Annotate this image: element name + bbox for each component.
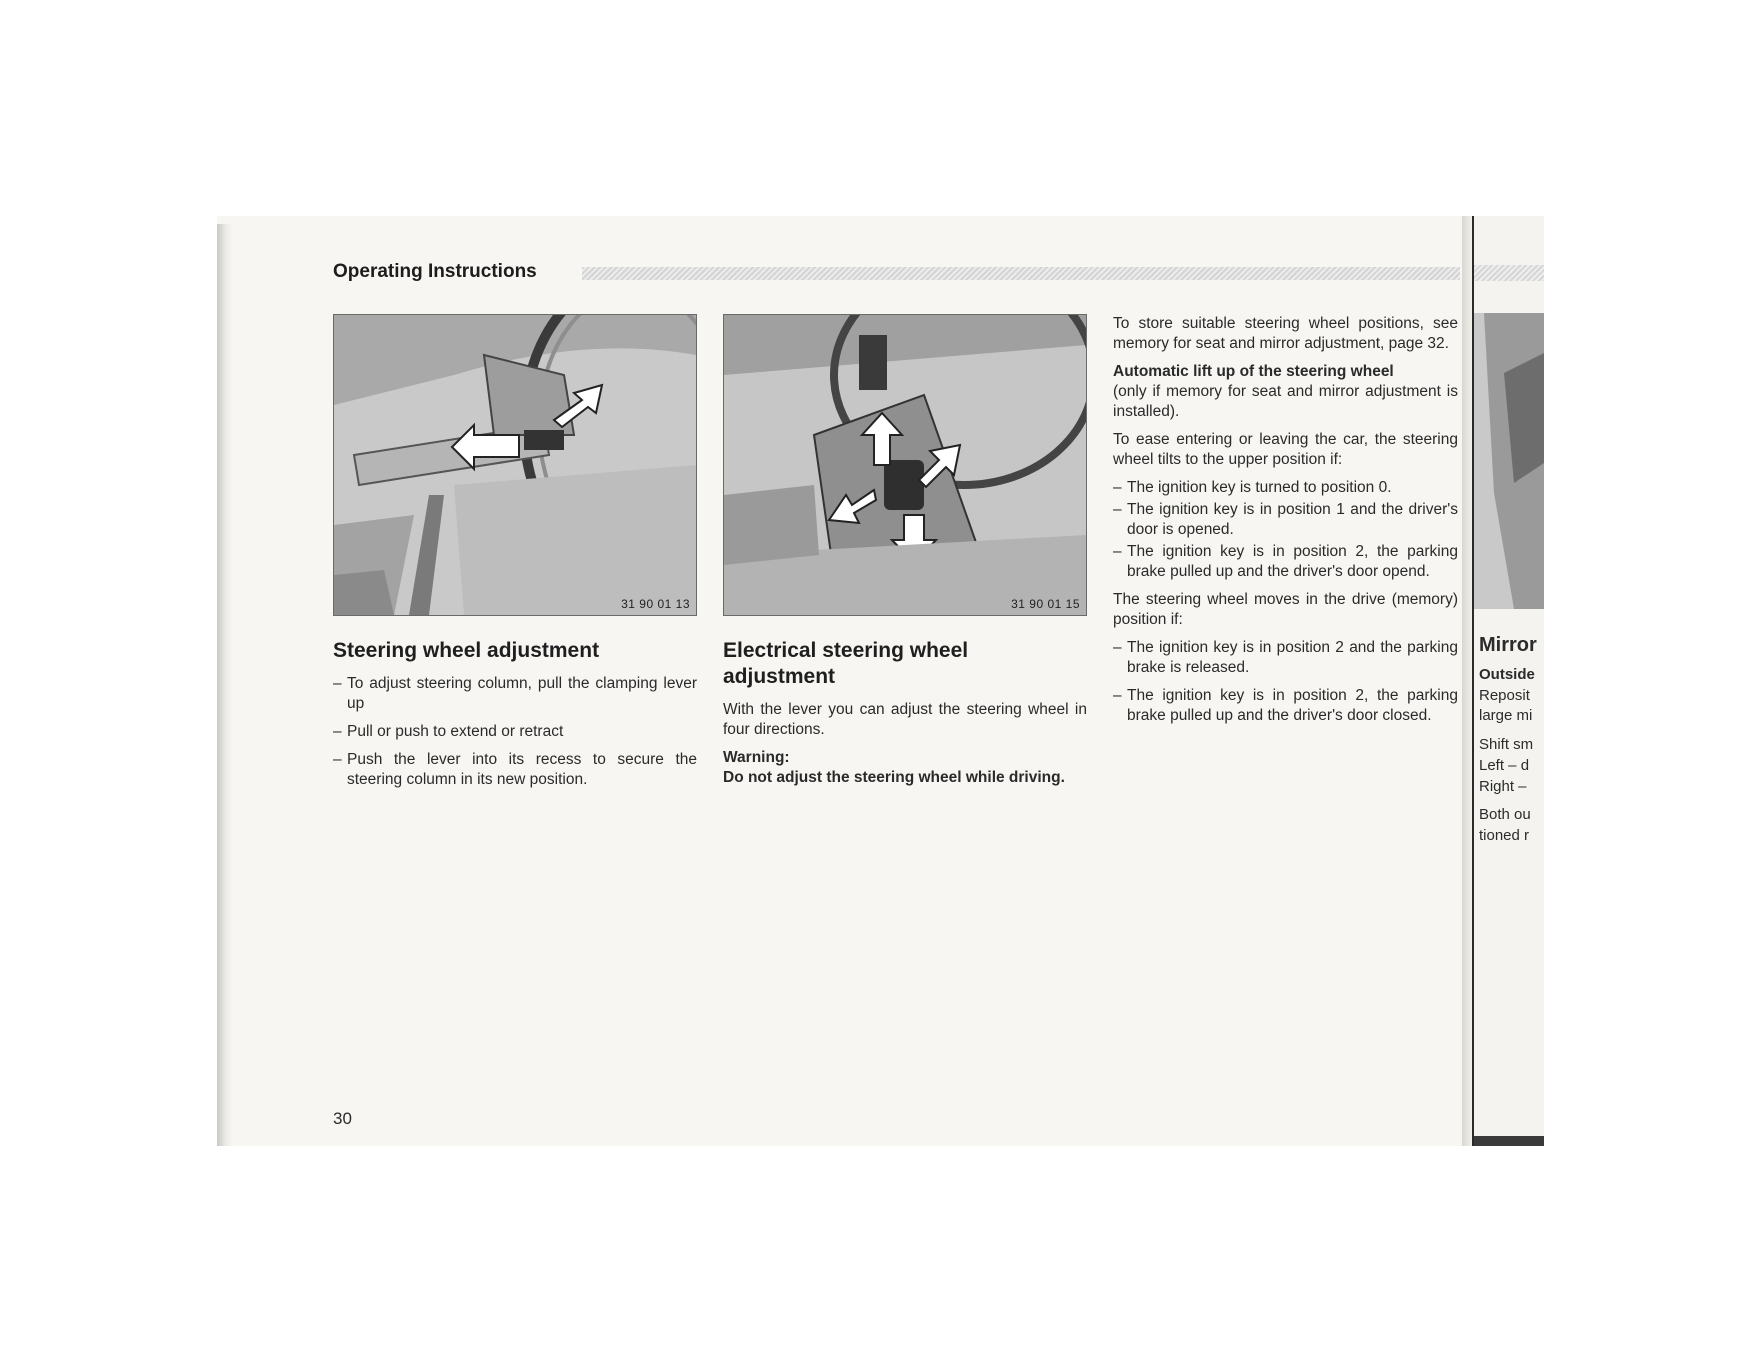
steering-column-illustration [334, 315, 696, 615]
memory-reference: To store suitable steering wheel positions, see memory for seat and mirror adjustment, page 32. [1113, 315, 1458, 352]
next-subheading: Outside [1479, 666, 1535, 683]
book-spine [217, 224, 233, 1146]
figure-code: 31 90 01 15 [1011, 597, 1080, 611]
heading-steering-adjustment: Steering wheel adjustment [333, 639, 600, 662]
list-item: – The ignition key is in position 2, the parking brake pulled up and the driver's door closed. [1113, 687, 1458, 724]
list-item: – The ignition key is in position 1 and the driver's door is opened. [1113, 501, 1458, 538]
list-item: – The ignition key is in position 2 and the parking brake is released. [1113, 639, 1458, 676]
electrical-lever-illustration [724, 315, 1086, 615]
mirror-figure [1474, 313, 1544, 609]
page-bottom-edge [1474, 1136, 1544, 1146]
figure-code: 31 90 01 13 [621, 597, 690, 611]
next-page-fragment [1472, 216, 1544, 1146]
next-line: Both ou [1479, 806, 1531, 823]
header-rule [1474, 265, 1544, 281]
heading-electrical-adjustment: Electrical steering wheel adjustment [723, 639, 969, 688]
list-item: – Push the lever into its recess to secure the steering column in its new position. [333, 751, 697, 788]
list-item: – To adjust steering column, pull the clamping lever up [333, 675, 697, 712]
warning-text: Do not adjust the steering wheel while driving. [723, 769, 1065, 786]
next-heading: Mirror [1479, 634, 1537, 656]
heading-note: (only if memory for seat and mirror adjustment is installed). [1113, 383, 1458, 420]
list-item: – The ignition key is turned to position 0. [1113, 479, 1392, 496]
column-automatic-lift [1113, 314, 1458, 734]
warning-label: Warning: [723, 749, 790, 766]
column-steering-adjustment [333, 638, 697, 798]
next-line: tioned r [1479, 827, 1530, 844]
list-item: – Pull or push to extend or retract [333, 723, 564, 740]
next-line: Shift sm [1479, 736, 1534, 753]
column-electrical-adjustment [723, 638, 1087, 788]
moves-intro: The steering wheel moves in the drive (memory) position if: [1113, 591, 1458, 628]
list-item: – The ignition key is in position 2, the parking brake pulled up and the driver's door opend. [1113, 543, 1458, 580]
page-number: 30 [333, 1109, 352, 1128]
heading-automatic-lift: Automatic lift up of the steering wheel [1113, 363, 1394, 380]
next-page-edge [1462, 216, 1472, 1146]
next-line: Left – d [1479, 757, 1530, 774]
mirror-illustration [1474, 313, 1544, 609]
figure-electrical-lever [723, 314, 1087, 616]
next-line: Right – [1479, 778, 1527, 795]
next-line: large mi [1479, 707, 1533, 724]
header-rule [582, 267, 1460, 280]
electrical-intro: With the lever you can adjust the steering wheel in four directions. [723, 701, 1087, 738]
next-line: Reposit [1479, 687, 1530, 704]
figure-steering-column-lever [333, 314, 697, 616]
lift-intro: To ease entering or leaving the car, the steering wheel tilts to the upper position if: [1113, 431, 1458, 468]
section-header: Operating Instructions [333, 261, 537, 282]
